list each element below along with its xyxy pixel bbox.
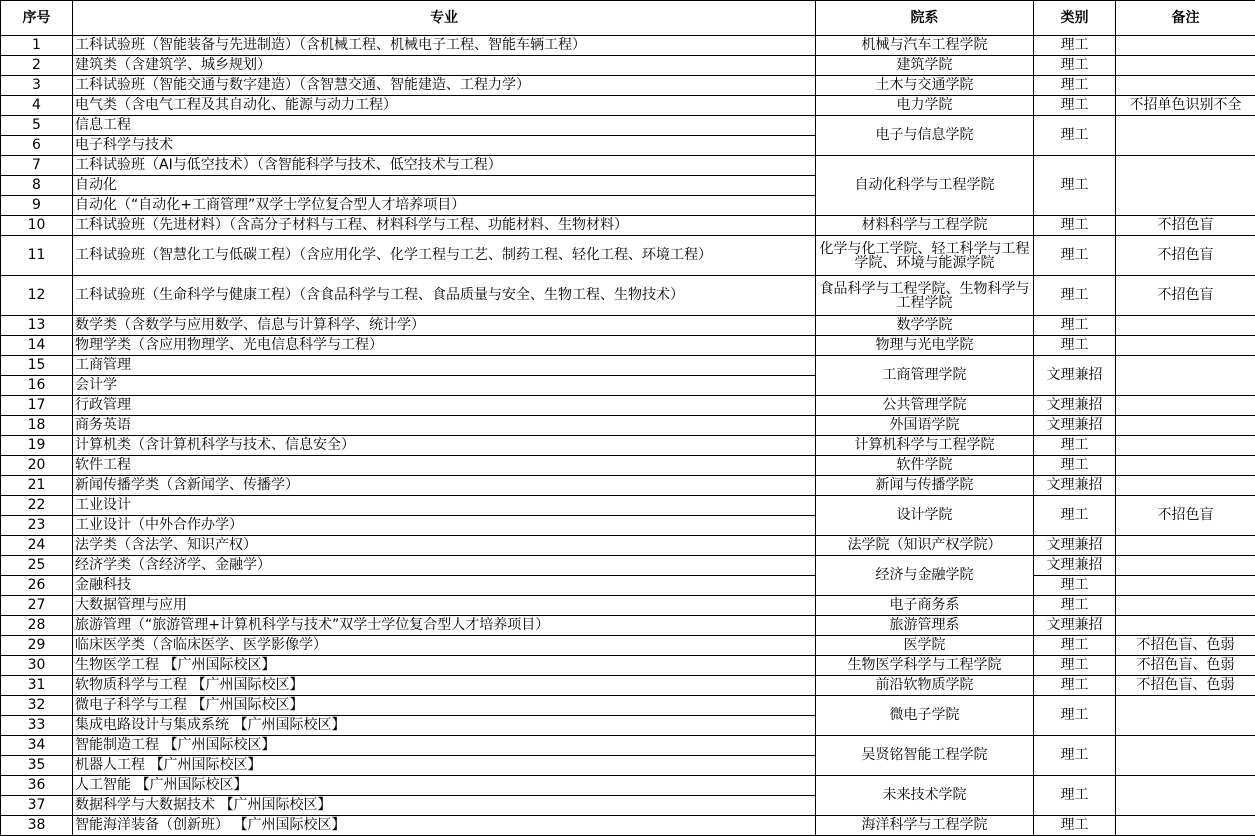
row-no: 3	[1, 76, 73, 96]
row-no: 29	[1, 636, 73, 656]
row-note	[1116, 536, 1255, 556]
table-row	[1, 696, 1255, 716]
row-college: 海洋科学与工程学院	[816, 816, 1034, 836]
row-category: 文理兼招	[1034, 416, 1116, 436]
row-no: 15	[1, 356, 73, 376]
row-category: 理工	[1034, 696, 1116, 736]
row-major: 数据科学与大数据技术 【广州国际校区】	[73, 796, 816, 816]
row-note: 不招色盲、色弱	[1116, 676, 1255, 696]
row-no: 5	[1, 116, 73, 136]
row-major: 会计学	[73, 376, 816, 396]
table-row	[1, 356, 1255, 376]
row-no: 20	[1, 456, 73, 476]
header-category: 类别	[1034, 1, 1116, 36]
row-no: 33	[1, 716, 73, 736]
row-major: 法学类（含法学、知识产权）	[73, 536, 816, 556]
table-row	[1, 56, 1255, 76]
row-major: 工商管理	[73, 356, 816, 376]
row-note	[1116, 736, 1255, 776]
row-note	[1116, 776, 1255, 816]
row-note: 不招色盲、色弱	[1116, 636, 1255, 656]
row-no: 14	[1, 336, 73, 356]
table-row	[1, 456, 1255, 476]
table-row	[1, 436, 1255, 456]
table-row	[1, 416, 1255, 436]
row-college: 经济与金融学院	[816, 556, 1034, 596]
row-category: 理工	[1034, 36, 1116, 56]
row-major: 大数据管理与应用	[73, 596, 816, 616]
row-category: 理工	[1034, 236, 1116, 276]
row-college: 材料科学与工程学院	[816, 216, 1034, 236]
row-college: 数学学院	[816, 316, 1034, 336]
row-major: 智能海洋装备（创新班） 【广州国际校区】	[73, 816, 816, 836]
row-category: 文理兼招	[1034, 476, 1116, 496]
row-note	[1116, 116, 1255, 156]
row-no: 27	[1, 596, 73, 616]
header-major: 专业	[73, 1, 816, 36]
row-note	[1116, 76, 1255, 96]
row-major: 旅游管理（“旅游管理+计算机科学与技术”双学士学位复合型人才培养项目）	[73, 616, 816, 636]
row-major: 电气类（含电气工程及其自动化、能源与动力工程）	[73, 96, 816, 116]
row-college: 设计学院	[816, 496, 1034, 536]
row-major: 工业设计（中外合作办学）	[73, 516, 816, 536]
table-row	[1, 116, 1255, 136]
table-row	[1, 236, 1255, 276]
row-category: 文理兼招	[1034, 556, 1116, 576]
row-note	[1116, 696, 1255, 736]
row-college: 未来技术学院	[816, 776, 1034, 816]
row-category: 理工	[1034, 76, 1116, 96]
row-college: 新闻与传播学院	[816, 476, 1034, 496]
row-major: 工科试验班（智能交通与数字建造）（含智慧交通、智能建造、工程力学）	[73, 76, 816, 96]
row-note: 不招色盲	[1116, 216, 1255, 236]
row-major: 软件工程	[73, 456, 816, 476]
row-college: 电子商务系	[816, 596, 1034, 616]
table-row	[1, 396, 1255, 416]
row-note	[1116, 336, 1255, 356]
table-row	[1, 576, 1255, 596]
row-category: 理工	[1034, 96, 1116, 116]
row-major: 建筑类（含建筑学、城乡规划）	[73, 56, 816, 76]
row-major: 生物医学工程 【广州国际校区】	[73, 656, 816, 676]
row-no: 26	[1, 576, 73, 596]
header-note: 备注	[1116, 1, 1255, 36]
table-row	[1, 316, 1255, 336]
table-row	[1, 276, 1255, 316]
table-row	[1, 156, 1255, 176]
row-major: 电子科学与技术	[73, 136, 816, 156]
table-row	[1, 736, 1255, 756]
row-major: 工业设计	[73, 496, 816, 516]
row-note	[1116, 616, 1255, 636]
row-category: 理工	[1034, 816, 1116, 836]
row-category: 文理兼招	[1034, 356, 1116, 396]
row-note: 不招色盲、色弱	[1116, 656, 1255, 676]
row-college: 生物医学科学与工程学院	[816, 656, 1034, 676]
row-note	[1116, 416, 1255, 436]
row-major: 行政管理	[73, 396, 816, 416]
row-note	[1116, 56, 1255, 76]
row-category: 理工	[1034, 56, 1116, 76]
row-category: 理工	[1034, 676, 1116, 696]
row-college: 旅游管理系	[816, 616, 1034, 636]
row-note: 不招色盲	[1116, 496, 1255, 536]
row-category: 理工	[1034, 736, 1116, 776]
row-no: 25	[1, 556, 73, 576]
row-no: 7	[1, 156, 73, 176]
row-no: 11	[1, 236, 73, 276]
row-no: 10	[1, 216, 73, 236]
row-no: 34	[1, 736, 73, 756]
row-category: 理工	[1034, 496, 1116, 536]
table-row	[1, 776, 1255, 796]
row-category: 文理兼招	[1034, 396, 1116, 416]
row-category: 文理兼招	[1034, 536, 1116, 556]
row-college: 吴贤铭智能工程学院	[816, 736, 1034, 776]
row-no: 28	[1, 616, 73, 636]
table-row	[1, 336, 1255, 356]
row-major: 智能制造工程 【广州国际校区】	[73, 736, 816, 756]
row-no: 8	[1, 176, 73, 196]
header-college: 院系	[816, 1, 1034, 36]
row-category: 理工	[1034, 776, 1116, 816]
row-note: 不招色盲	[1116, 236, 1255, 276]
row-major: 信息工程	[73, 116, 816, 136]
row-college: 物理与光电学院	[816, 336, 1034, 356]
row-college: 机械与汽车工程学院	[816, 36, 1034, 56]
row-no: 19	[1, 436, 73, 456]
table-row	[1, 556, 1255, 576]
row-college: 医学院	[816, 636, 1034, 656]
table-row	[1, 496, 1255, 516]
row-category: 理工	[1034, 216, 1116, 236]
table-row	[1, 216, 1255, 236]
row-no: 6	[1, 136, 73, 156]
table-row	[1, 76, 1255, 96]
row-category: 理工	[1034, 636, 1116, 656]
row-note	[1116, 436, 1255, 456]
row-major: 人工智能 【广州国际校区】	[73, 776, 816, 796]
row-no: 12	[1, 276, 73, 316]
table-row	[1, 616, 1255, 636]
header-no: 序号	[1, 1, 73, 36]
row-no: 38	[1, 816, 73, 836]
row-no: 22	[1, 496, 73, 516]
row-no: 32	[1, 696, 73, 716]
row-no: 1	[1, 36, 73, 56]
row-college: 土木与交通学院	[816, 76, 1034, 96]
row-note	[1116, 396, 1255, 416]
table-row	[1, 656, 1255, 676]
row-note	[1116, 356, 1255, 396]
row-category: 理工	[1034, 576, 1116, 596]
row-no: 24	[1, 536, 73, 556]
row-major: 物理学类（含应用物理学、光电信息科学与工程）	[73, 336, 816, 356]
row-no: 16	[1, 376, 73, 396]
row-major: 新闻传播学类（含新闻学、传播学）	[73, 476, 816, 496]
row-no: 23	[1, 516, 73, 536]
row-note	[1116, 456, 1255, 476]
row-major: 工科试验班（智慧化工与低碳工程）（含应用化学、化学工程与工艺、制药工程、轻化工程、环境工程）	[73, 236, 816, 276]
row-major: 金融科技	[73, 576, 816, 596]
row-no: 13	[1, 316, 73, 336]
row-major: 工科试验班（先进材料）（含高分子材料与工程、材料科学与工程、功能材料、生物材料）	[73, 216, 816, 236]
row-note: 不招单色识别不全	[1116, 96, 1255, 116]
row-college: 微电子学院	[816, 696, 1034, 736]
row-major: 集成电路设计与集成系统 【广州国际校区】	[73, 716, 816, 736]
row-category: 理工	[1034, 656, 1116, 676]
row-no: 18	[1, 416, 73, 436]
table-row	[1, 816, 1255, 836]
row-college: 化学与化工学院、轻工科学与工程学院、环境与能源学院	[816, 236, 1034, 276]
row-no: 4	[1, 96, 73, 116]
row-category: 理工	[1034, 316, 1116, 336]
row-college: 计算机科学与工程学院	[816, 436, 1034, 456]
row-college: 食品科学与工程学院、生物科学与工程学院	[816, 276, 1034, 316]
row-category: 理工	[1034, 156, 1116, 216]
row-college: 自动化科学与工程学院	[816, 156, 1034, 216]
row-major: 自动化（“自动化+工商管理”双学士学位复合型人才培养项目）	[73, 196, 816, 216]
table-row	[1, 36, 1255, 56]
row-major: 自动化	[73, 176, 816, 196]
row-category: 理工	[1034, 596, 1116, 616]
row-note	[1116, 816, 1255, 836]
row-major: 机器人工程 【广州国际校区】	[73, 756, 816, 776]
row-note	[1116, 596, 1255, 616]
row-major: 微电子科学与工程 【广州国际校区】	[73, 696, 816, 716]
row-major: 工科试验班（生命科学与健康工程）（含食品科学与工程、食品质量与安全、生物工程、生物技术）	[73, 276, 816, 316]
row-college: 前沿软物质学院	[816, 676, 1034, 696]
row-major: 数学类（含数学与应用数学、信息与计算科学、统计学）	[73, 316, 816, 336]
row-major: 工科试验班（AI与低空技术）（含智能科学与技术、低空技术与工程）	[73, 156, 816, 176]
row-major: 临床医学类（含临床医学、医学影像学）	[73, 636, 816, 656]
row-no: 30	[1, 656, 73, 676]
table-row	[1, 476, 1255, 496]
row-no: 2	[1, 56, 73, 76]
table-row	[1, 596, 1255, 616]
row-no: 21	[1, 476, 73, 496]
row-category: 理工	[1034, 436, 1116, 456]
row-college: 电力学院	[816, 96, 1034, 116]
row-college: 公共管理学院	[816, 396, 1034, 416]
row-major: 经济学类（含经济学、金融学）	[73, 556, 816, 576]
row-note	[1116, 156, 1255, 216]
row-college: 外国语学院	[816, 416, 1034, 436]
row-major: 软物质科学与工程 【广州国际校区】	[73, 676, 816, 696]
row-no: 37	[1, 796, 73, 816]
row-major: 商务英语	[73, 416, 816, 436]
table-row	[1, 96, 1255, 116]
row-college: 软件学院	[816, 456, 1034, 476]
row-category: 理工	[1034, 116, 1116, 156]
header-row	[1, 1, 1255, 36]
row-college: 建筑学院	[816, 56, 1034, 76]
row-category: 理工	[1034, 276, 1116, 316]
row-note: 不招色盲	[1116, 276, 1255, 316]
table-row	[1, 636, 1255, 656]
row-no: 17	[1, 396, 73, 416]
row-college: 电子与信息学院	[816, 116, 1034, 156]
row-no: 35	[1, 756, 73, 776]
table-row	[1, 536, 1255, 556]
row-college: 工商管理学院	[816, 356, 1034, 396]
row-category: 理工	[1034, 336, 1116, 356]
row-category: 理工	[1034, 456, 1116, 476]
row-category: 文理兼招	[1034, 616, 1116, 636]
row-college: 法学院（知识产权学院）	[816, 536, 1034, 556]
row-no: 31	[1, 676, 73, 696]
row-no: 36	[1, 776, 73, 796]
row-major: 计算机类（含计算机科学与技术、信息安全）	[73, 436, 816, 456]
row-no: 9	[1, 196, 73, 216]
row-note	[1116, 556, 1255, 576]
row-major: 工科试验班（智能装备与先进制造）（含机械工程、机械电子工程、智能车辆工程）	[73, 36, 816, 56]
row-note	[1116, 476, 1255, 496]
row-note	[1116, 316, 1255, 336]
table-row	[1, 676, 1255, 696]
row-note	[1116, 36, 1255, 56]
row-note	[1116, 576, 1255, 596]
